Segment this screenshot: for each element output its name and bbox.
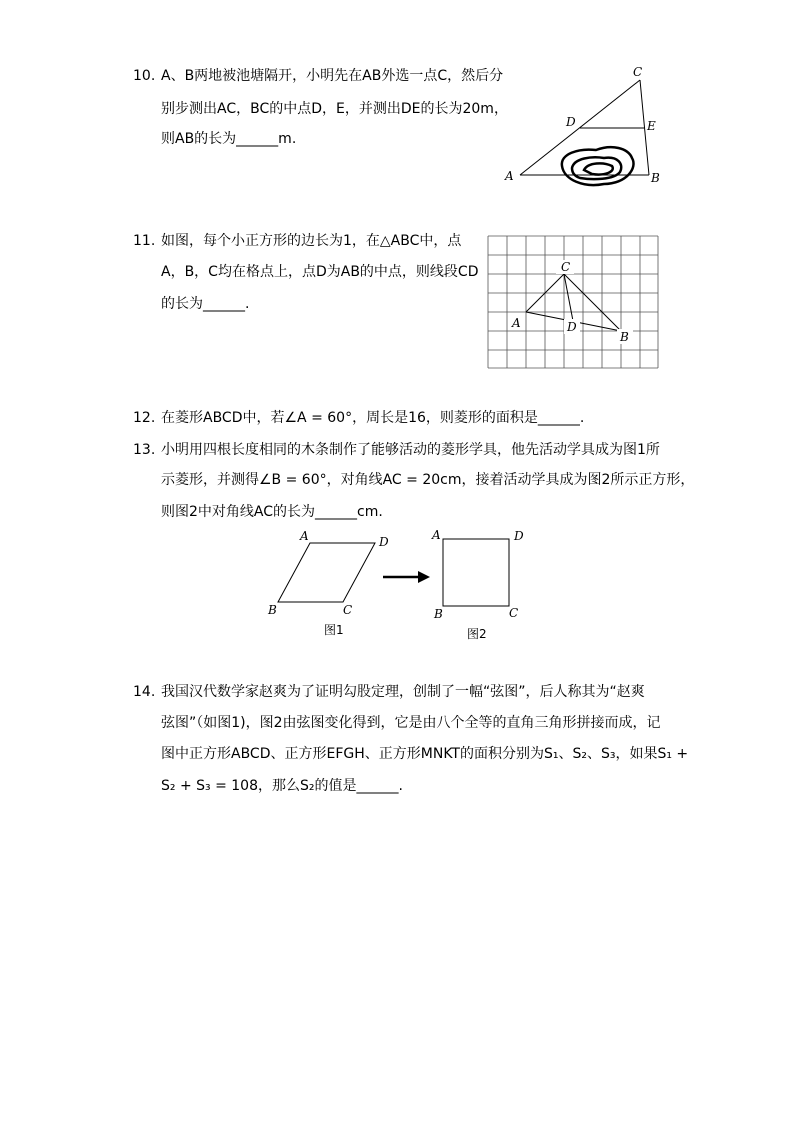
label-b: B [651,171,660,185]
q13-text-line-1: 小明用四根长度相同的木条制作了能够活动的菱形学具，他先活动学具成为图1所 [161,442,660,458]
fig2-caption: 图2 [467,627,487,641]
q10-text-line-1: A、B两地被池塘隔开，小明先在AB外选一点C，然后分 [161,68,504,84]
arrow-icon [383,571,430,583]
label-b: B [620,330,629,344]
fig1-label-a: A [300,529,309,543]
fig2-label-c: C [509,606,519,620]
q11-number: 11. [133,233,156,249]
fig2-label-d: D [514,529,524,543]
q13-text-line-3: 则图2中对角线AC的长为______cm. [161,504,383,520]
q11-text-line-2: A，B，C均在格点上，点D为AB的中点，则线段CD [161,264,479,280]
fig2-label-b: B [434,607,443,621]
q13-rhombus-square-figure [262,526,532,646]
fig1-rhombus [278,543,375,602]
q14-number: 14. [133,684,156,700]
q13-number: 13. [133,442,156,458]
label-c: C [633,65,643,79]
q10-text-line-3: 则AB的长为______m. [161,131,297,147]
fig1-label-c: C [343,603,353,617]
label-a: A [512,316,521,330]
q14-text-line-3: 图中正方形ABCD、正方形EFGH、正方形MNKT的面积分别为S₁、S₂、S₃，如果S₁ + [161,746,689,762]
q11-text-line-3: 的长为______. [161,296,250,312]
label-d: D [567,320,577,334]
q14-text-line-2: 弦图”（如图1)，图2由弦图变化得到，它是由八个全等的直角三角形拼接而成，记 [161,715,661,731]
label-a: A [505,169,514,183]
q13-text-line-2: 示菱形，并测得∠B = 60°，对角线AC = 20cm，接着活动学具成为图2所示正方形， [161,472,695,488]
label-e: E [647,119,656,133]
q11-text-line-1: 如图，每个小正方形的边长为1，在△ABC中，点 [161,233,462,249]
q11-grid-figure [487,235,659,369]
fig1-label-d: D [379,535,389,549]
q12-number: 12. [133,410,156,426]
grid-lines [488,236,658,368]
q12-text-line-1: 在菱形ABCD中，若∠A = 60°，周长是16，则菱形的面积是______. [161,410,585,426]
q10-text-line-2: 别步测出AC，BC的中点D，E，并测出DE的长为20m， [161,101,508,117]
fig2-square [443,539,509,606]
q14-text-line-1: 我国汉代数学家赵爽为了证明勾股定理，创制了一幅“弦图”，后人称其为“赵爽 [161,684,645,700]
q10-number: 10. [133,68,156,84]
label-c: C [561,260,571,274]
q14-text-line-4: S₂ + S₃ = 108，那么S₂的值是______. [161,778,403,794]
q10-pond-figure [500,62,670,192]
fig1-caption: 图1 [324,623,344,637]
fig2-label-a: A [432,528,441,542]
fig1-label-b: B [268,603,277,617]
pond-drawing [562,147,634,185]
label-d: D [566,115,576,129]
